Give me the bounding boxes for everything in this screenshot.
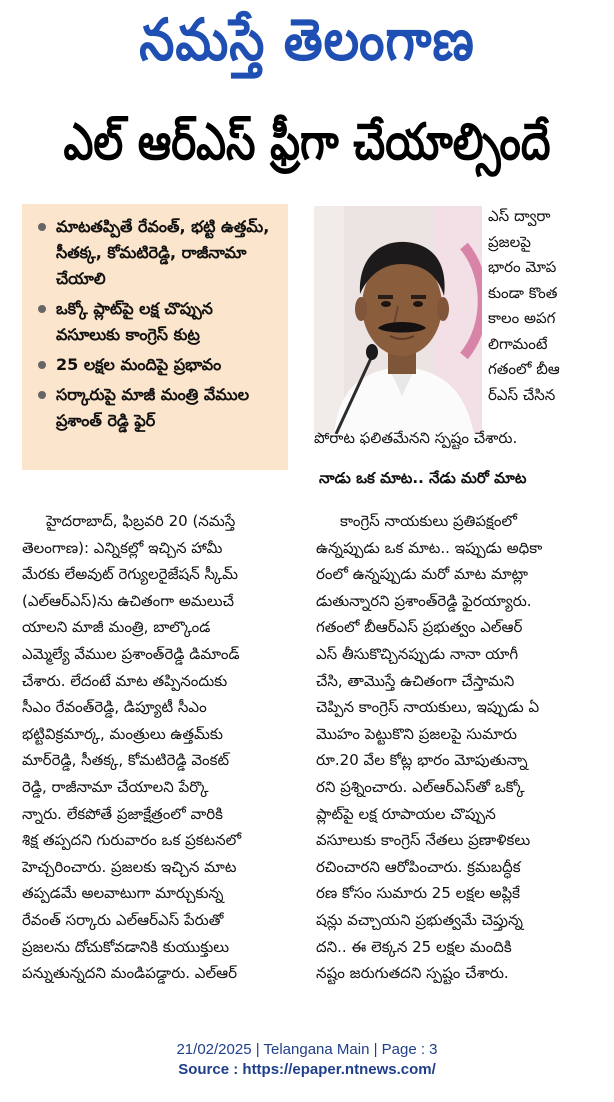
text-line: శిక్ష తప్పదని గురువారం ఒక ప్రకటనలో [22, 831, 242, 850]
highlights-list [34, 214, 282, 434]
text-line: ఎమ్మెల్యే వేముల ప్రశాంత్‌రెడ్డి డిమాండ్ [22, 644, 240, 663]
text-line: కాంగ్రెస్ నాయకులు ప్రతిపక్షంలో [340, 512, 517, 530]
text-line: న్నారు. లేకపోతే ప్రజాక్షేత్రంలో వారికి [22, 804, 223, 823]
text-line: షన్లు వచ్చాయని ప్రభుత్వమే చెప్తున్న [316, 910, 523, 929]
text-line: తెలంగాణ): ఎన్నికల్లో ఇచ్చిన హామీ [22, 538, 223, 557]
text-line: ప్లాట్‌పై లక్ష రూపాయల చొప్పున [316, 804, 496, 823]
footer-source: Source : https://epaper.ntnews.com/ [178, 1061, 436, 1078]
text-line: ఉన్నప్పుడు ఒక మాట.. ఇప్పుడు అధికా [316, 538, 543, 557]
text-line: భారం మోప [488, 258, 557, 276]
text-line: చెప్పిన కాంగ్రెస్ నాయకులు, ఇప్పుడు ఏ [316, 698, 540, 717]
text-line: రూ.20 వేల కోట్ల భారం మోపుతున్నా [316, 751, 528, 770]
footer-date-edition: 21/02/2025 | Telangana Main | Page : 3 [176, 1041, 438, 1058]
bullet-icon [38, 361, 46, 369]
photo-side-text [488, 204, 584, 408]
text-line: సీఎం రేవంత్‌రెడ్డి, డిప్యూటీ సీఎం [22, 698, 207, 717]
bullet-icon [38, 305, 46, 313]
photo-continue-line: పోరాట ఫలితమేనని స్పష్టం చేశారు. [314, 429, 518, 447]
text-line: రచించారని ఆరోపించారు. క్రమబద్ధీక [316, 857, 521, 876]
text-line: మార్‌రెడ్డి, సీతక్క, కోమటిరెడ్డి వెంకట్ [22, 751, 230, 770]
text-line: భట్టివిక్రమార్క, మంత్రులు ఉత్తమ్‌కు [22, 724, 223, 743]
text-line: ప్రజలను దోచుకోవడానికి కుయుక్తులు [22, 937, 230, 956]
right-column [316, 508, 588, 987]
highlight-item: మాటతప్పితే రేవంత్, భట్టి ఉత్తమ్, సీతక్క, కోమటిరెడ్డి, రాజీనామా చేయాలి [34, 214, 282, 292]
text-line: ఎస్ ద్వారా [488, 207, 551, 225]
text-line: ర్ఎస్ చేసిన [488, 385, 556, 404]
text-line: మొహం పెట్టుకొని ప్రజలపై సుమారు [316, 724, 517, 743]
highlight-item: సర్కారుపై మాజీ మంత్రి వేముల ప్రశాంత్ రెడ్డి ఫైర్ [34, 382, 282, 434]
headline [0, 108, 614, 188]
headline-text: ఎల్ ఆర్ఎస్ ఫ్రీగా చేయాల్సిందే [63, 112, 551, 171]
text-line: చేశారు. లేదంటే మాట తప్పినందుకు [22, 671, 228, 690]
text-line: తప్పడమే అలవాటుగా మార్చుకున్న [22, 884, 224, 903]
text-line: యాలని మాజీ మంత్రి, బాల్కొండ [22, 618, 211, 637]
text-line: రెడ్డి, రాజీనామా చేయాలని పేర్కొ [22, 777, 209, 796]
highlights-box [22, 204, 288, 470]
highlight-item: 25 లక్షల మందిపై ప్రభావం [34, 352, 282, 378]
text-line: నష్టం జరుగుతదని స్పష్టం చేశారు. [316, 964, 509, 983]
highlight-item: ఒక్కో ప్లాట్‌పై లక్ష చొప్పున వసూలుకు కాంగ్రెస్ కుట్ర [34, 296, 282, 348]
person-photo-illustration [314, 206, 482, 434]
text-line: ఎస్ తీసుకొచ్చినప్పుడు నానా యాగీ [316, 644, 519, 663]
text-line: దని.. ఈ లెక్కన 25 లక్షల మందికి [316, 937, 512, 956]
masthead [0, 4, 614, 90]
masthead-title: నమస్తే తెలంగాణ [139, 6, 475, 73]
subheading: నాడు ఒక మాట.. నేడు మరో మాట [319, 469, 527, 487]
text-line: గతంలో బీఆర్ఎస్ ప్రభుత్వం ఎల్ఆర్ [316, 618, 523, 637]
text-line: లిగామంటే [488, 334, 548, 353]
text-line: ప్రజలపై [488, 232, 531, 251]
left-column [22, 508, 296, 987]
text-line: కాలం అపగ [488, 309, 556, 327]
text-line: రని ప్రశ్నించారు. ఎల్ఆర్ఎస్‌తో ఒక్కో [316, 777, 525, 796]
text-line: పన్నుతున్నదని మండిపడ్డారు. ఎల్ఆర్ [22, 964, 237, 983]
text-line: మేరకు లేఅవుట్ రెగ్యులరైజేషన్ స్కీమ్ [22, 565, 238, 584]
text-line: రంలో ఉన్నప్పుడు మరో మాట మాట్లా [316, 565, 529, 584]
text-line: కుండా కొంత [488, 283, 558, 302]
text-line: హైదరాబాద్, ఫిబ్రవరి 20 (నమస్తే [46, 512, 236, 530]
footer [0, 1040, 614, 1080]
bullet-icon [38, 223, 46, 231]
text-line: రణ కోసం సుమారు 25 లక్షల అప్లికే [316, 884, 521, 903]
text-line: వసూలుకు కాంగ్రెస్ నేతలు ప్రణాళికలు [316, 831, 531, 850]
text-line: చేసి, తామొస్తే ఉచితంగా చేస్తామని [316, 671, 515, 690]
article-photo [314, 206, 482, 434]
text-line: గతంలో బీఆ [488, 360, 560, 378]
bullet-icon [38, 391, 46, 399]
text-line: (ఎల్ఆర్ఎస్)ను ఉచితంగా అమలుచే [22, 591, 234, 610]
text-line: డుతున్నారని ప్రశాంత్‌రెడ్డి ఫైరయ్యారు. [316, 591, 532, 610]
text-line: హెచ్చరించారు. ప్రజలకు ఇచ్చిన మాట [22, 857, 237, 876]
text-line: రేవంత్ సర్కారు ఎల్ఆర్ఎస్ పేరుతో [22, 910, 224, 929]
